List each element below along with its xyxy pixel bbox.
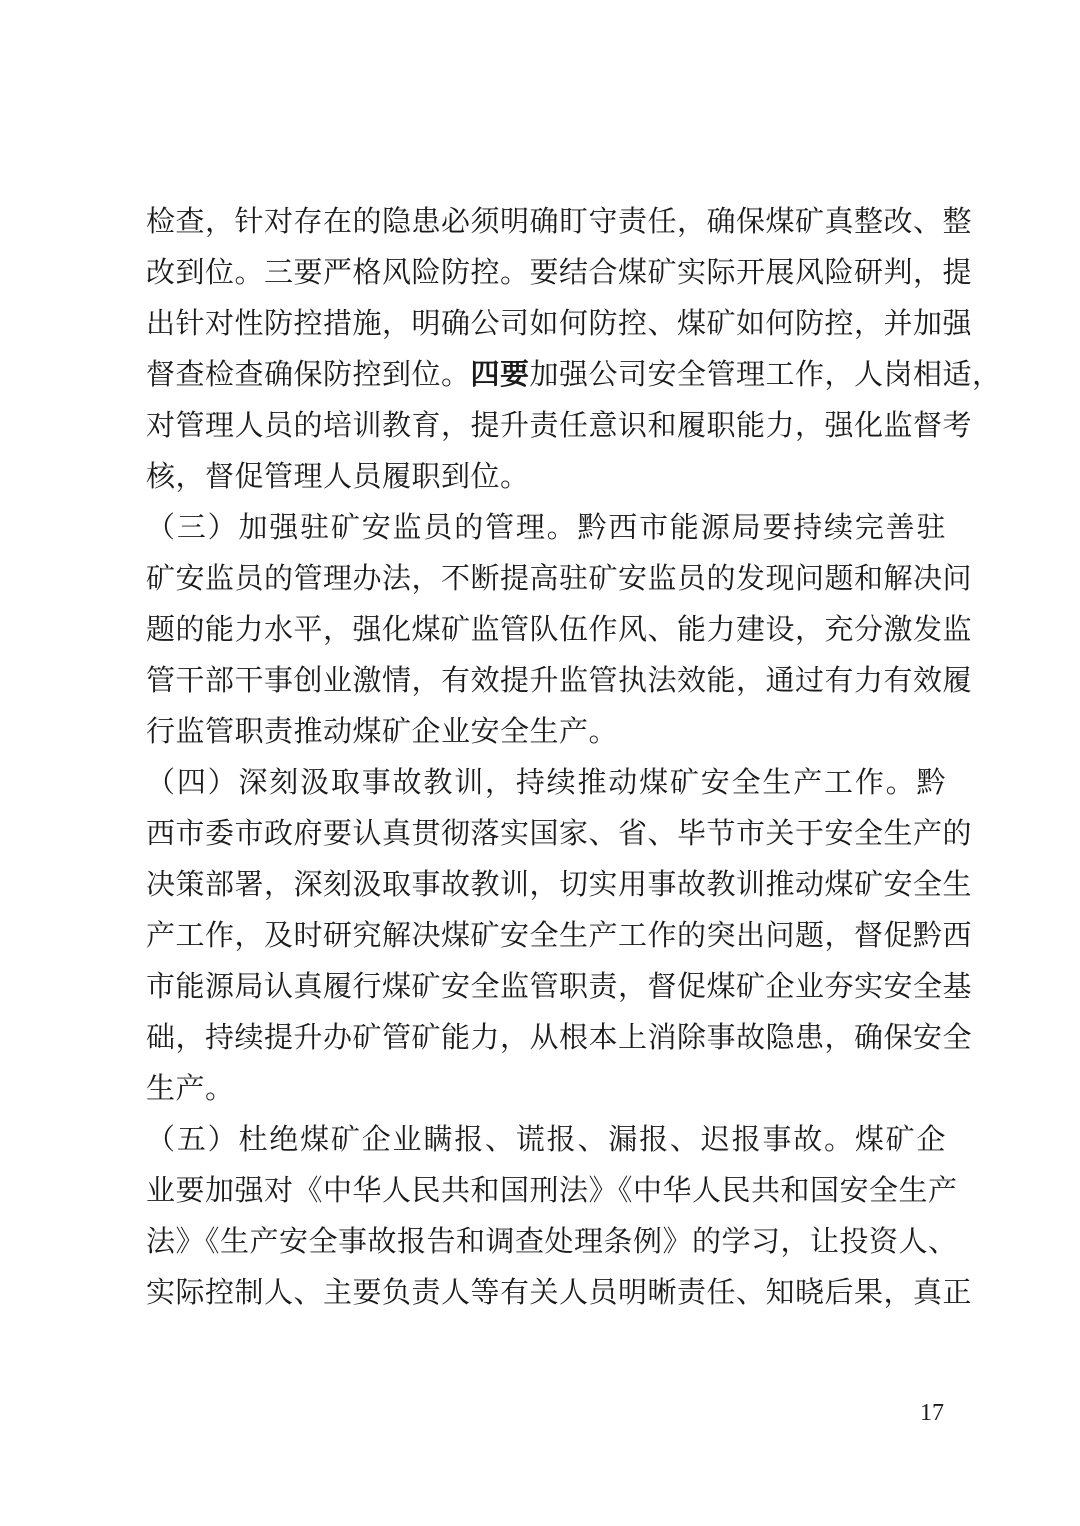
text-line: 对管理人员的培训教育，提升责任意识和履职能力，强化监督考 <box>146 408 973 442</box>
text-line: 产工作，及时研究解决煤矿安全生产工作的突出问题，督促黔西 <box>146 918 973 952</box>
text-line: （三）加强驻矿安监员的管理。黔西市能源局要持续完善驻 <box>146 510 946 544</box>
text-line: 题的能力水平，强化煤矿监管队伍作风、能力建设，充分激发监 <box>146 612 973 646</box>
text-line: （四）深刻汲取事故教训，持续推动煤矿安全生产工作。黔 <box>146 765 946 799</box>
text-segment: 督查检查确保防控到位。 <box>146 357 471 391</box>
text-line: 检查，针对存在的隐患必须明确盯守责任，确保煤矿真整改、整 <box>146 204 973 238</box>
text-line: 西市委市政府要认真贯彻落实国家、省、毕节市关于安全生产的 <box>146 816 973 850</box>
text-line-mixed <box>146 349 1002 400</box>
text-line: 业要加强对《中华人民共和国刑法》《中华人民共和国安全生产 <box>146 1173 958 1207</box>
text-line: 决策部署，深刻汲取事故教训，切实用事故教训推动煤矿安全生 <box>146 867 973 901</box>
text-segment: 加强公司安全管理工作，人岗相适， <box>529 357 1002 391</box>
text-line: 法》《生产安全事故报告和调查处理条例》的学习，让投资人、 <box>146 1224 958 1258</box>
text-line: 实际控制人、主要负责人等有关人员明晰责任、知晓后果，真正 <box>146 1275 973 1309</box>
text-line: 市能源局认真履行煤矿安全监管职责，督促煤矿企业夯实安全基 <box>146 969 973 1003</box>
text-line: （五）杜绝煤矿企业瞒报、谎报、漏报、迟报事故。煤矿企 <box>146 1122 946 1156</box>
text-line: 核，督促管理人员履职到位。 <box>146 459 530 493</box>
page-number: 17 <box>920 1400 944 1426</box>
text-line: 出针对性防控措施，明确公司如何防控、煤矿如何防控，并加强 <box>146 306 973 340</box>
text-line: 础，持续提升办矿管矿能力，从根本上消除事故隐患，确保安全 <box>146 1020 973 1054</box>
emphasis-text: 四要 <box>470 357 530 391</box>
text-line: 改到位。三要严格风险防控。要结合煤矿实际开展风险研判，提 <box>146 255 973 289</box>
text-line: 行监管职责推动煤矿企业安全生产。 <box>146 714 619 748</box>
text-line: 管干部干事创业激情，有效提升监管执法效能，通过有力有效履 <box>146 663 973 697</box>
text-line: 矿安监员的管理办法，不断提高驻矿安监员的发现问题和解决问 <box>146 561 973 595</box>
text-line: 生产。 <box>146 1071 235 1105</box>
body-text <box>146 196 1002 1318</box>
